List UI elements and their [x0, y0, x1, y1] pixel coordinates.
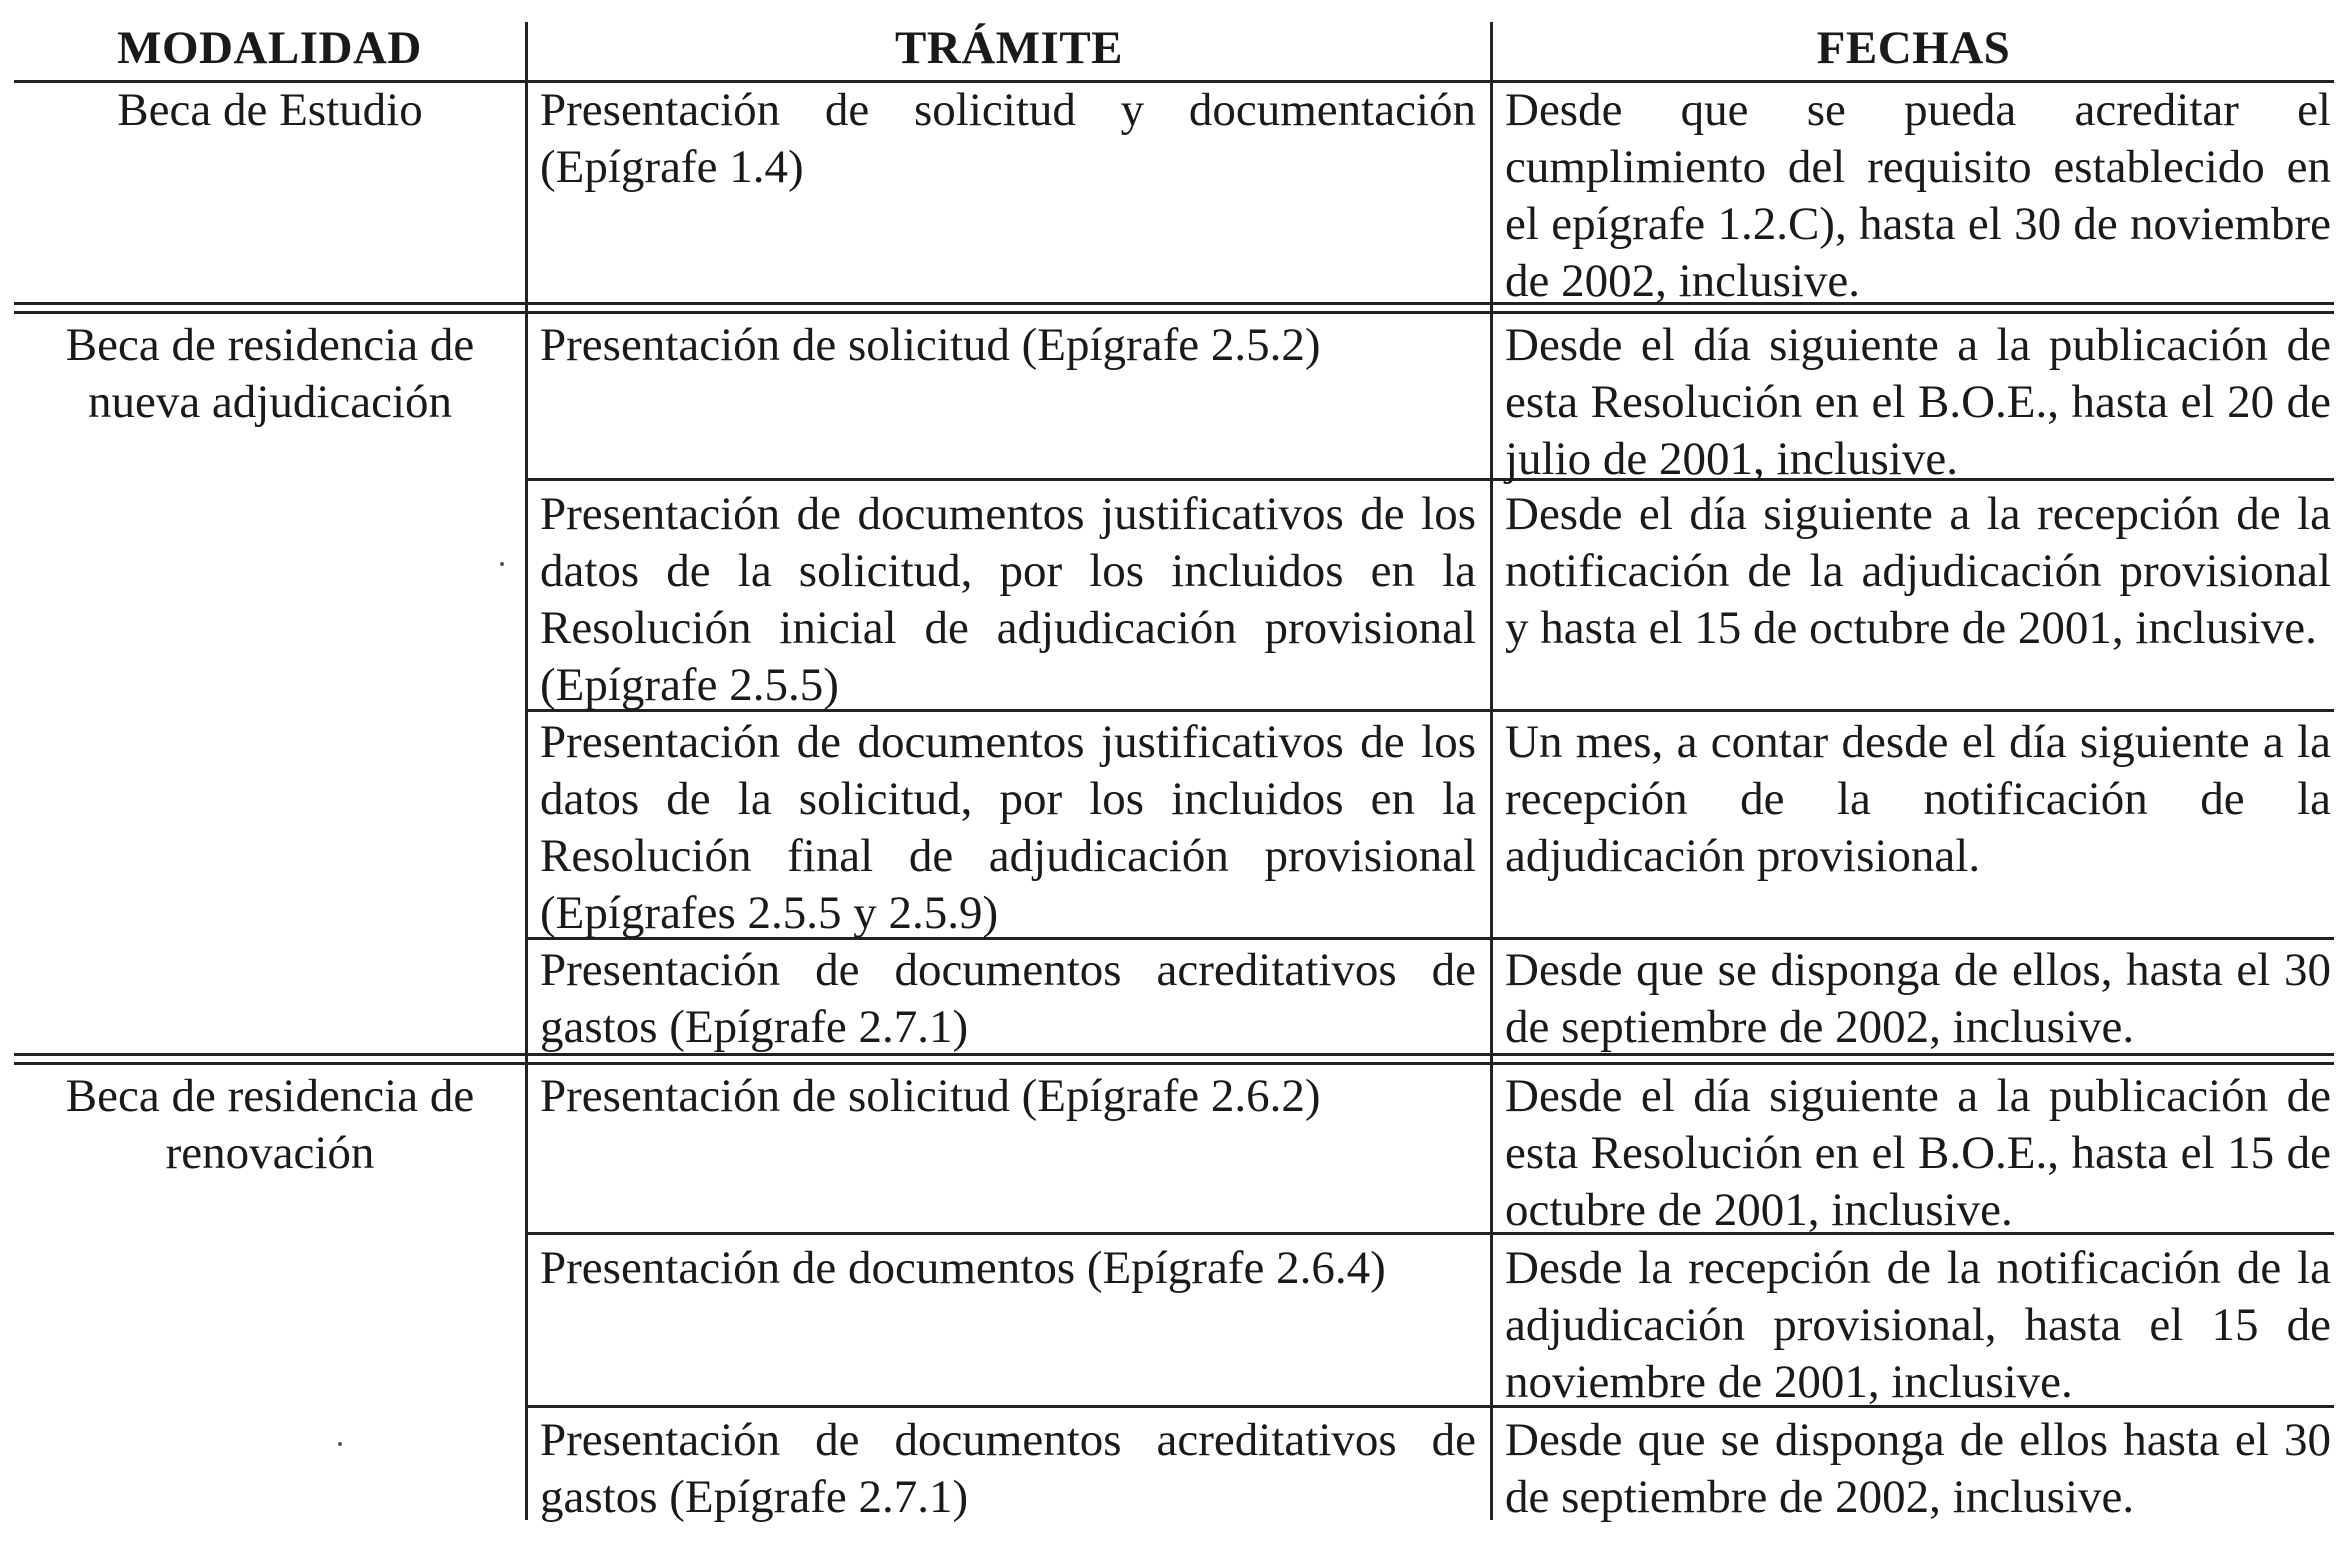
section-rule-2b [14, 1062, 2334, 1065]
tramite-cell: Presentación de solicitud y documentación (Epígrafe 1.4) [540, 84, 1476, 193]
fechas-cell: Desde que se pueda acreditar el cumplimiento del requisito establecido en el epígrafe 1.2.C), hasta el 30 de noviembre de 2002, inclusive. [1505, 84, 2331, 307]
header-tramite: TRÁMITE [894, 22, 1124, 74]
tramite-cell: Presentación de documentos acreditativos de gastos (Epígrafe 2.7.1) [540, 1414, 1476, 1523]
tramite-cell: Presentación de documentos justificativos de los datos de la solicitud, por los incluidos en la Resolución final de adjudicación provisional (Epígrafes 2.5.5 y 2.5.9) [540, 716, 1476, 939]
column-divider-1 [525, 22, 528, 1520]
tramite-cell: Presentación de documentos acreditativos de gastos (Epígrafe 2.7.1) [540, 944, 1476, 1053]
column-divider-2 [1490, 22, 1493, 1520]
header-fechas: FECHAS [1816, 22, 2011, 74]
modalidad-cell: Beca de residencia de renovación [65, 1070, 475, 1179]
tramite-cell: Presentación de documentos (Epígrafe 2.6.4) [540, 1242, 1386, 1294]
header-modalidad: MODALIDAD [117, 22, 422, 74]
fechas-cell: Un mes, a contar desde el día siguiente a la recepción de la notificación de la adjudicación provisional. [1505, 716, 2331, 882]
scan-speck [500, 562, 504, 566]
fechas-cell: Desde el día siguiente a la publicación de esta Resolución en el B.O.E., hasta el 20 de julio de 2001, inclusive. [1505, 319, 2331, 485]
fechas-cell: Desde la recepción de la notificación de la adjudicación provisional, hasta el 15 de noviembre de 2001, inclusive. [1505, 1242, 2331, 1408]
fechas-cell: Desde el día siguiente a la publicación de esta Resolución en el B.O.E., hasta el 15 de octubre de 2001, inclusive. [1505, 1070, 2331, 1236]
scan-speck [338, 1442, 342, 1446]
section-rule-1b [14, 311, 2334, 314]
fechas-cell: Desde que se disponga de ellos hasta el 30 de septiembre de 2002, inclusive. [1505, 1414, 2331, 1523]
tramite-cell: Presentación de documentos justificativos de los datos de la solicitud, por los incluidos en la Resolución inicial de adjudicación provisional (Epígrafe 2.5.5) [540, 488, 1476, 711]
tramite-cell: Presentación de solicitud (Epígrafe 2.5.2) [540, 319, 1321, 371]
fechas-cell: Desde el día siguiente a la recepción de la notificación de la adjudicación provisional y hasta el 15 de octubre de 2001, inclusive. [1505, 488, 2331, 654]
modalidad-cell: Beca de residencia de nueva adjudicación [65, 319, 475, 428]
fechas-cell: Desde que se disponga de ellos, hasta el 30 de septiembre de 2002, inclusive. [1505, 944, 2331, 1053]
tramite-cell: Presentación de solicitud (Epígrafe 2.6.2) [540, 1070, 1321, 1122]
modalidad-cell: Beca de Estudio [117, 84, 423, 136]
